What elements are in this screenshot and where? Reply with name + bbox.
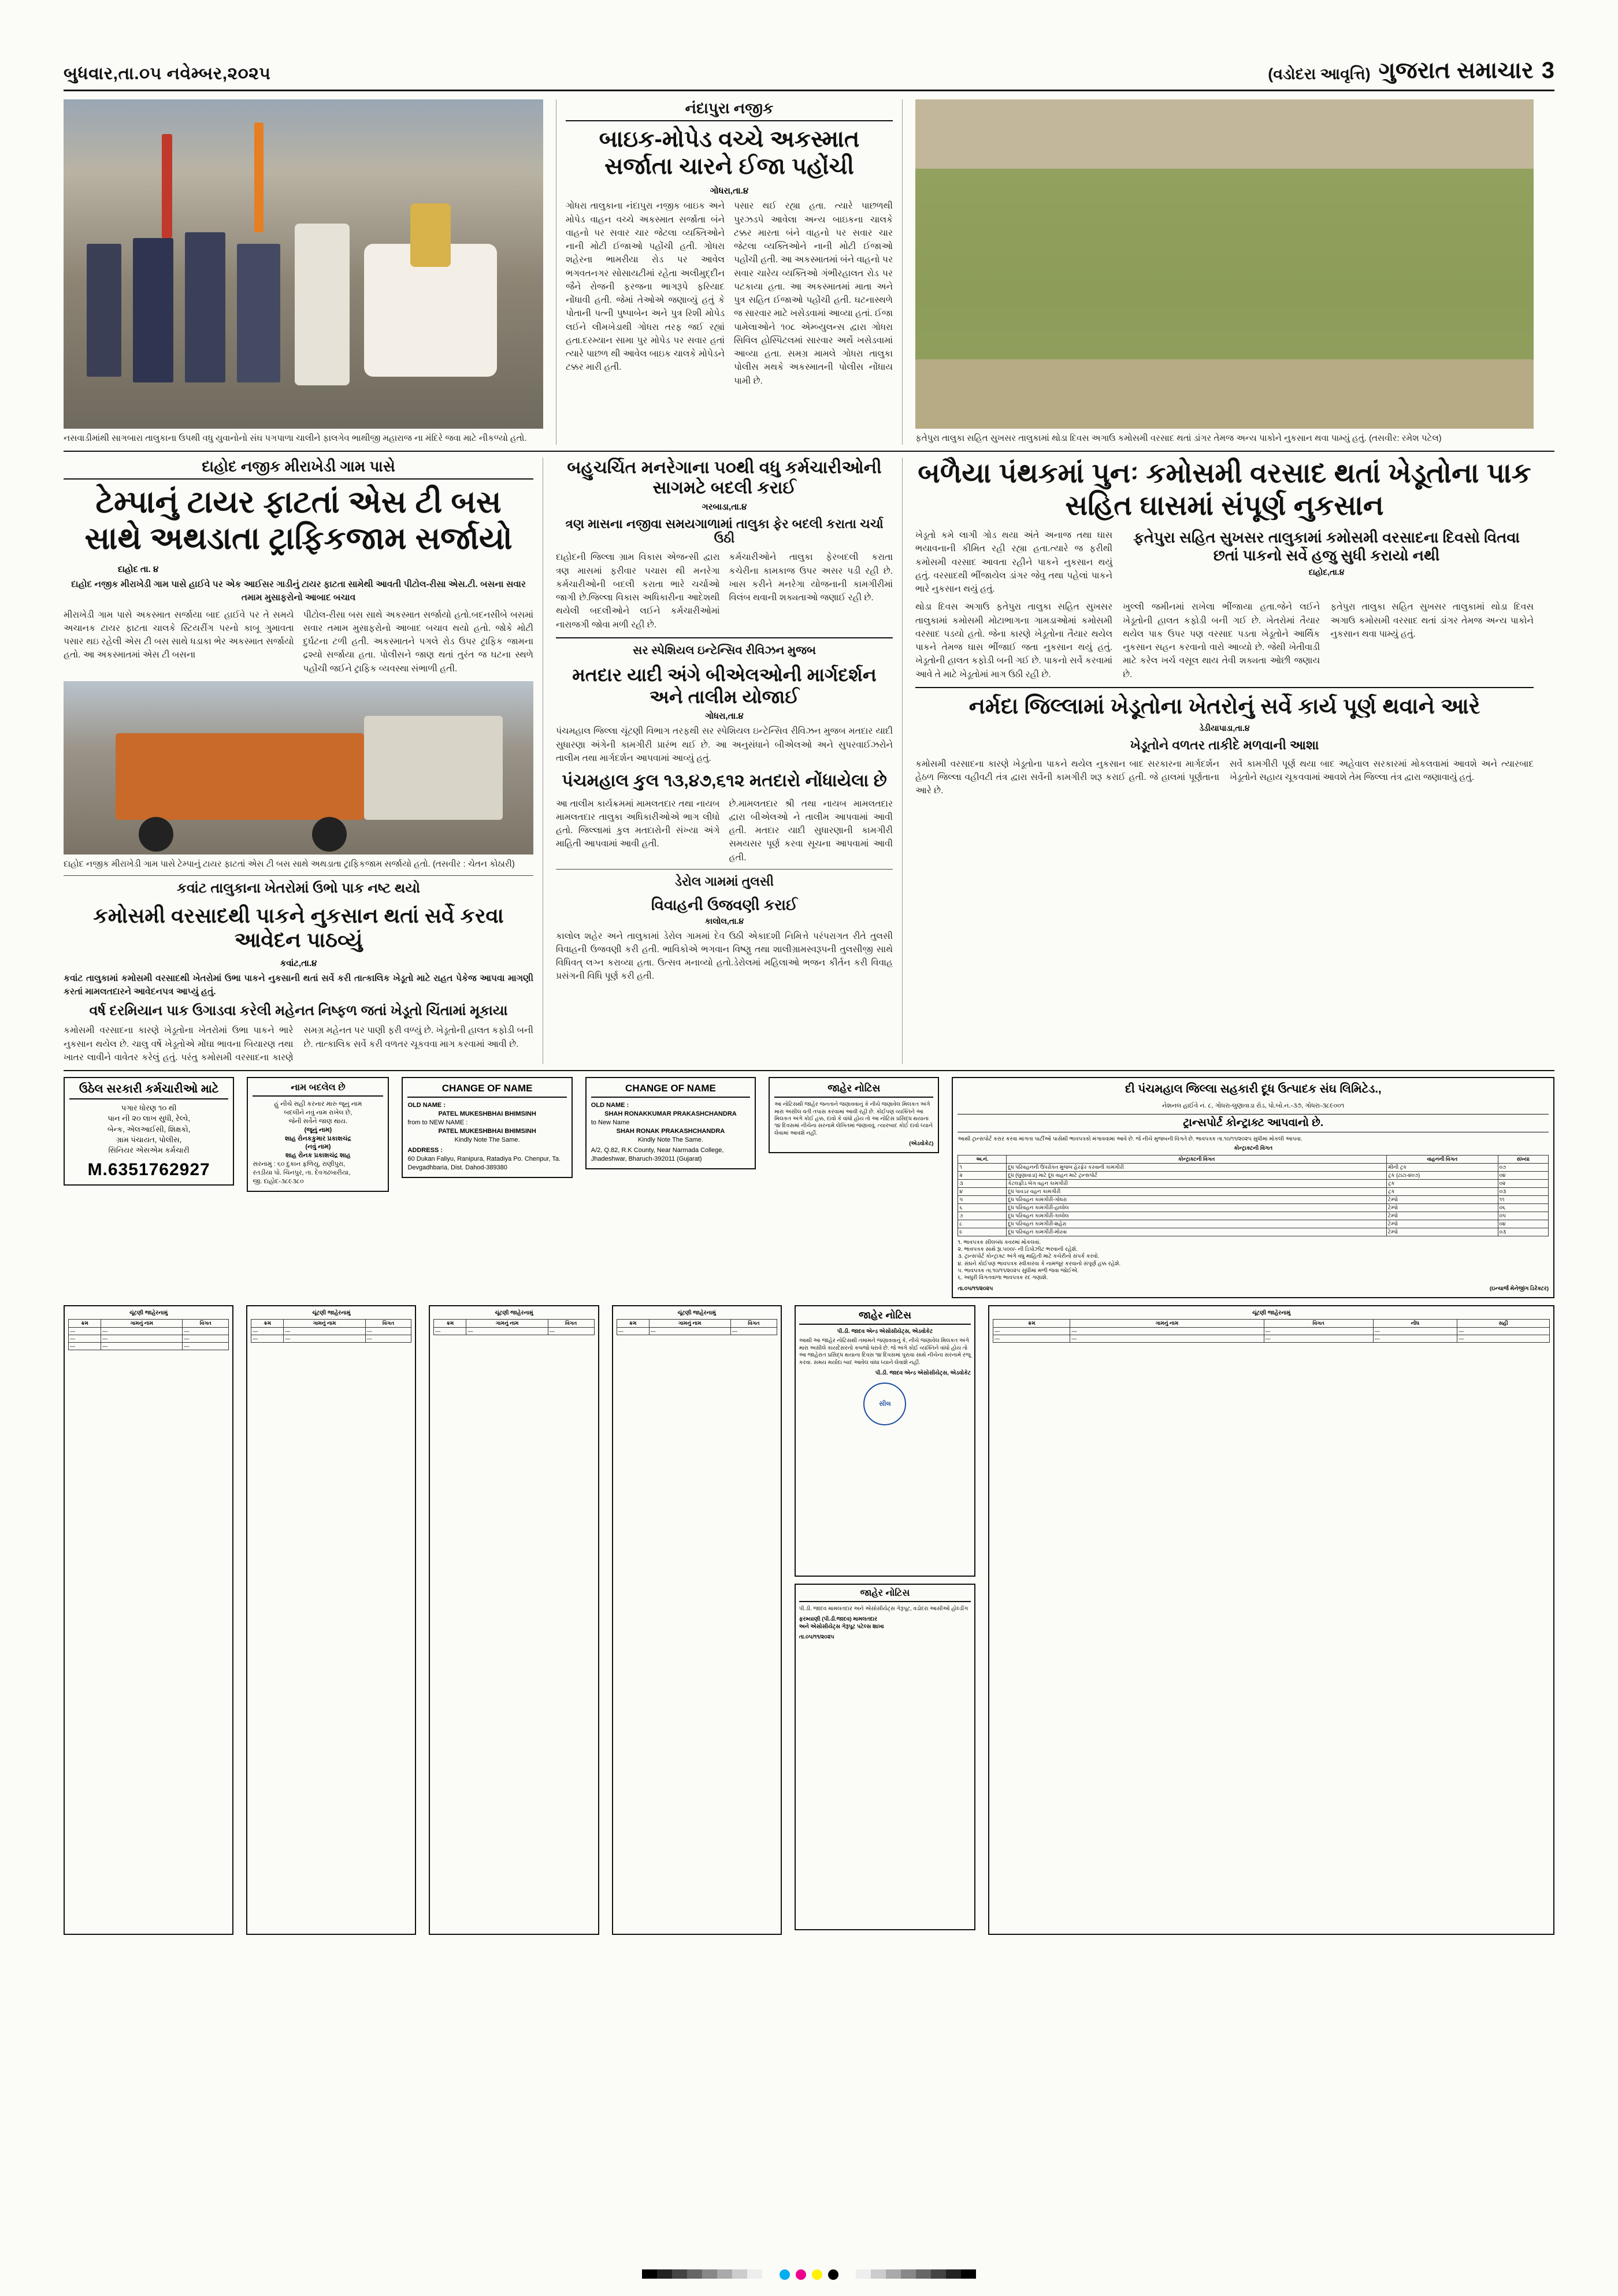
table-row: — — — <box>69 1328 229 1335</box>
photo-crop-damage <box>915 99 1534 429</box>
article-a7-body: કાલોલ શહેર અને તાલુકામાં ડેરોલ ગામમાં દેવ ઉઠી એકાદશી નિમિત્તે પરંપરાગત રીતે તુલસી વિવાહની ઉજવણી કરી હતી. ભાવિકોએ ભગવાન વિષ્ણુ તથા શાલીગ્રામસ્વરૂપની તુલસીજી સાથે વિધિવત્ લગ્ન કરાવ્યા હતા. ઉત્સવ મનાવ્યો હતો.ડેરોલમાં મહિલાઓ ભજન કીર્તન કરી વિવાહ પ્રસંગની વિધિ પૂર્ણ કરી હતી. <box>556 931 893 982</box>
ad-cng-l3: (જૂનું નામ) <box>304 1126 332 1134</box>
table-row: — — — — — <box>993 1328 1550 1335</box>
notice-1-table: ક્રમ ગામનું નામ વિગત — — — — — — — — — <box>68 1319 229 1350</box>
notice-mam-body: પી.ડી. જાદવ મામલતદાર અને એસોસીયેટ્સ ગેરૂપૂટ, વડોદરા આસીઓ હોલ્ડીંગ <box>799 1606 968 1613</box>
grey-scale-right <box>856 2269 976 2280</box>
ad-con2-title: CHANGE OF NAME <box>591 1083 750 1098</box>
ad-con1-note: Kindly Note The Same. <box>454 1136 520 1143</box>
article-a7-headline: વિવાહની ઉજવણી કરાઈ <box>651 896 798 913</box>
ad-public-notice-1 <box>769 1077 939 1153</box>
article-a6-sub: વર્ષ દરમિયાન પાક ઉગાડવા કરેલી મહેનત નિષ્ફળ જતાં ખેડૂતો ચિંતામાં મૂકાયા <box>89 1003 508 1019</box>
article-a7-dateline: કાલોલ,તા.૪ <box>704 916 744 926</box>
ad-cng-title: નામ બદલેલ છે <box>253 1083 383 1097</box>
grey-scale-left <box>642 2269 762 2280</box>
table-row: ૫ દૂધ પરિવહન કામગીરી-ગોધરા ટેમ્પો ૧૧ <box>958 1195 1549 1203</box>
photo-truck-accident <box>64 681 533 855</box>
table-row: ૯ દૂધ પરિવહન કામગીરી-મોરવા ટેમ્પો ૦૩ <box>958 1228 1549 1236</box>
ad-cng-l9: જી. દાહોદ-૩૮૯૩૮૦ <box>253 1177 304 1185</box>
masthead <box>64 58 1554 91</box>
article-a8-col1: કમોસમી વરસાદના કારણે ખેડૂતોના પાકને થયેલ નુકસાન બાદ સરકારના માર્ગદર્શન હેઠળ જિલ્લા વહીવટી તંત્ર દ્વારા સર્વેની કામગીરી શરૂ કરાઈ હતી. જે હાલમાં પૂર્ણતાના આરે છે. <box>915 759 1219 796</box>
ad-dairy-note-2: ૩. ટ્રાન્સપોર્ટ કોન્ટ્રાક્ટ અંગે વધુ માહિતી માટે કચેરીનો સંપર્ક કરવો. <box>958 1253 1100 1260</box>
ad-con2-new-name: SHAH RONAK PRAKASHCHANDRA <box>616 1127 725 1135</box>
ad-con1-old-name: PATEL MUKESHBHAI BHIMSINH <box>438 1110 536 1118</box>
article-a5-col2: છે.મામલતદાર શ્રી તથા નાયબ મામલતદાર દ્વારા બીએલઓ ને તાલીમ આપવામાં આવી હતી. મતદાર યાદી સુધારણાની કામગીરી સમયસર પૂર્ણ કરવા સૂચના આપવામાં આવી હતી. <box>729 798 893 863</box>
article-a1-dateline: ગોધરા,તા.૪ <box>710 186 749 196</box>
notice-mamlatdar <box>795 1584 975 1930</box>
article-a5-big: પંચમહાલ કુલ ૧૩,૪૭,૬૧૨ મતદારો નોંધાયેલા છે <box>562 771 887 791</box>
notice-mam-sign1: ફરમ્યાણી (પી.ડી.જાદવ) મામલતદાર <box>799 1616 878 1623</box>
table-row: ૭ દૂધ પરિવહન કામગીરી-કાલોલ ટેમ્પો ૦૫ <box>958 1212 1549 1220</box>
article-a6-headline: કમોસમી વરસાદથી પાકને નુકસાન થતાં સર્વે કરવા આવેદન પાઠવ્યું <box>93 903 504 952</box>
ad-dairy-title: દી પંચમહાલ જિલ્લા સહકારી દૂધ ઉત્પાદક સંઘ લિમિટેડ., <box>1125 1083 1382 1096</box>
article-a3-col1: મીરાખેડી ગામ પાસે અકસ્માત સર્જાયા બાદ હાઈવે પર તે સમયે અચાનક ટાયર ફાટતા ચાલકે સ્ટિયરીંગ પરનો કાબૂ ગુમાવતા પસાર થઇ રહેલી એસ ટી બસ સાથે ધડાકા ભેર અકસ્માત સર્જાયો હતો. આ અકસ્માતમાં એસ ટી બસના <box>64 610 294 660</box>
article-a3-headline: ટેમ્પાનું ટાયર ફાટતાં એસ ટી બસ સાથે અથડાતા ટ્રાફિકજામ સર્જાયો <box>84 484 513 556</box>
article-a2-dateline: દાહોદ,તા.૪ <box>1308 567 1345 577</box>
notice-3-table: ક્રમ ગામનું નામ વિગત — — — <box>433 1319 594 1335</box>
article-a8-headline: નર્મદા જિલ્લામાં ખેડૂતોના ખેતરોનું સર્વે કાર્ય પૂર્ણ થવાને આરે <box>968 694 1480 719</box>
article-a7-kicker: ડેરોલ ગામમાં તુલસી <box>674 874 774 889</box>
article-a5-dateline: ગોધરા,તા.૪ <box>705 711 744 722</box>
ad-pn1-title: જાહેર નોટિસ <box>774 1083 933 1098</box>
table-row: — — — <box>434 1328 594 1335</box>
masthead-page-number: 3 <box>1541 58 1554 83</box>
notice-large-table: ક્રમ ગામનું નામ વિગત નોંધ સહી — — — — — — — — — — <box>993 1319 1550 1343</box>
article-a1-kicker: નંદાપુરા નજીક <box>566 99 893 121</box>
article-a1-headline: બાઇક-મોપેડ વચ્ચે અકસ્માત સર્જાતા ચારને ઈજા પહોંચી <box>599 127 860 180</box>
notice-table-4 <box>612 1305 782 1935</box>
notice-table-3 <box>429 1305 599 1935</box>
ad-dairy-intro: આથી ટ્રાન્સપોર્ટ કરાર કરવા માંગતા પાર્ટીઓ પાસેથી ભાવપત્રકો મંગાવવામાં આવે છે. જે નીચે મુજબની વિગતે છે. ભાવપત્રક તા.૧૦/૧૧/૨૦૨૫ સુધીમાં મોકલી આપવા. <box>958 1136 1302 1143</box>
photo-truck-accident-caption: દાહોદ નજીક મીરાખેડી ગામ પાસે ટેમ્પાનું ટાયર ફાટતાં એસ ટી બસ સાથે અથડાતા ટ્રાફિકજામ સર્જાયો હતો. (તસવીર : ચેતન કોઠારી) <box>64 859 515 869</box>
notice-table-1 <box>64 1305 233 1935</box>
ad-cng-l4: શાહ રોનકકુમાર પ્રકાશચંદ્ર <box>284 1135 351 1142</box>
masthead-edition: (વડોદરા આવૃત્તિ) <box>1268 65 1371 83</box>
article-a6-dateline: કવાંટ,તા.૪ <box>280 958 317 968</box>
ad-con1-addr: 60 Dukan Faliyu, Ranipura, Ratadiya Po. Chenpur, Ta. Devgadhbaria, Dist. Dahod-389380 <box>407 1156 561 1172</box>
article-a8-dateline: ડેડીયાપાડા,તા.૪ <box>1199 723 1250 733</box>
article-a6-body: કમોસમી વરસાદના કારણે ખેડૂતોના ખેતરોમાં ઉભા પાકને ભારે નુકસાન થયેલ છે. ચાલુ વર્ષે ખેડૂતોએ મોંઘા ભાવના બિયારણ તથા ખાતર લાવીને વાવેતર કરેલું હતું. પરંતુ કમોસમી વરસાદના કારણે સમગ્ર મહેનત પર પાણી ફરી વળ્યું છે. ખેડૂતોની હાલત કફોડી બની છે. તાત્કાલિક સર્વે કરી વળતર ચૂકવવા માગ કરવામાં આવી છે. <box>64 1026 533 1062</box>
article-a5-col1: આ તાલીમ કાર્યક્રમમાં મામલતદાર તથા નાયબ મામલતદાર તાલુકા અધિકારીઓએ ભાગ લીધો હતો. જિલ્લામાં કુલ મતદારોની સંખ્યા અંગે માહિતી આપવામાં આવી હતી. <box>556 798 720 849</box>
ad-con2-new-label: to New Name <box>591 1119 630 1126</box>
table-row: ૮ દૂધ પરિવહન કામગીરી-શહેરા ટેમ્પો ૦૪ <box>958 1220 1549 1228</box>
ad-loan-line-4: સિનિયર એસએમ કર્મચારી <box>108 1145 190 1154</box>
article-a4-headline: બહુચર્ચિત મનરેગાના ૫૦થી વધુ કર્મચારીઓની સાગમટે બદલી કરાઈ <box>567 458 882 498</box>
table-row: — — — <box>69 1343 229 1350</box>
dairy-th-0: અ.નં. <box>958 1155 1007 1163</box>
notice-table-2 <box>246 1305 416 1935</box>
article-a1-col1: ગોધરા તાલુકાના નંદાપુરા નજીક બાઇક અને મોપેડ વાહન વચ્ચે અકસ્માત સર્જાતા બંને વાહનો પર સવાર ચાર જેટલા વ્યક્તિઓને નાની મોટી ઈજાઓ પહોંચી હતી. ગોધરા શહેરના ભામરીયા રોડ પર આવેલ ભગવતનગર સોસાયટીમાં રહેતા અલીમુદ્દીન જૈને રોજની ફરજના ભાગરૂપે ફરિયાદ નોંધાવી હતી. જેમાં તેઓએ જણાવ્યું હતું કે પોતાની પત્ની પુષ્પાબેન અને પુત્ર રિશી મોપેડ લઈને લીમખેડાથી ગોધરા તરફ જઈ રહ્યાં હતા.દરમ્યાન સામા પુર મોપેડ પર સવાર હતાં ત્યારે પાછળ થી આવેલ બાઇક ચાલકે મોપેડને ટક્કર મારી હતી. <box>566 201 725 373</box>
ad-dairy-date: તા.૦૫/૧૧/૨૦૨૫ <box>958 1285 993 1292</box>
ad-dairy-note-1: ૨. ભાવપત્રક સાથે રૂા.૫૦૦/- ની ડિપોઝીટ ભરવાની રહેશે. <box>958 1246 1078 1253</box>
notice-pi-sub: પી.ડી. જાદવ એન્ડ એસોસીયેટ્સ, એડવોકેટ <box>837 1328 933 1335</box>
table-row: — — — <box>251 1328 411 1335</box>
article-a8-col2: સર્વે કામગીરી પૂર્ણ થયા બાદ અહેવાલ સરકારમાં મોકલવામાં આવશે અને ત્યારબાદ ખેડૂતોને સહાય ચૂકવવામાં આવશે તેમ જિલ્લા તંત્ર દ્વારા જણાવાયું હતું. <box>1230 759 1534 782</box>
ad-cng-l6: શાહ રોનક પ્રકાશચંદ્ર શાહ <box>285 1152 351 1160</box>
notice-pi-body: આથી આ જાહેર નોટિસથી તમામને જણાવવાનું કે, નીચે જણાવેલ મિલકત અંગે મારા અસીલે કાયદેસરનો કબજો ધરાવે છે. જે અંગે કોઈ વ્યક્તિને વાંધો હોય તો આ જાહેરાત પ્રસિદ્ધ થયાના દિવસ ૧૪ દિવસમાં પુરાવા સાથે નીચેના સરનામે રજૂ કરવા. સમય મર્યાદા બાદ આવેલ વાંધા ધ્યાને લેવાશે નહીં. <box>799 1338 971 1366</box>
article-a4-col1: દાહોદની જિલ્લા ગ્રામ વિકાસ એજન્સી દ્વારા ત્રણ માસમાં ફરીવાર પચાસ થી મનરેગા કર્મચારીઓની બદલી કરાતા ભારે ચર્ચાઓ જાગી છે.જિલ્લા વિકાસ અધિકારીના આદેશથી થયેલી બદલીઓને લઈને કર્મચારીઓમાં નારાજગી જોવા મળી રહી છે. <box>556 552 720 630</box>
masthead-date: બુધવાર,તા.૦૫ નવેમ્બર,૨૦૨૫ <box>64 64 271 83</box>
ad-con2-old-label: OLD NAME : <box>591 1102 629 1109</box>
table-row: — — — <box>617 1328 777 1335</box>
ad-con1-addr-label: ADDRESS : <box>407 1147 443 1154</box>
ad-dairy-table <box>958 1155 1549 1236</box>
notice-large-heading: ચૂંટણી જાહેરનામું <box>1252 1310 1291 1317</box>
ad-change-name-gujarati <box>247 1077 389 1191</box>
notice-3-heading: ચૂંટણી જાહેરનામું <box>495 1310 533 1317</box>
table-row: ૧ દૂધ પરિવહનની ઉપરોક્ત મુજબ હેરફેર કરવાની કામગીરી મીની ટ્રક ૦૭ <box>958 1163 1549 1171</box>
seal-icon: સીલ <box>863 1383 906 1425</box>
ad-pn1-signature: (એડવોકેટ) <box>909 1140 934 1147</box>
ad-dairy-subtitle: નેશનલ હાઈવે નં. ૮, ગોધરા-લુણાવાડા રોડ, પો.બો.નં.-૩૭, ગોધરા-૩૮૯૦૦૧ <box>1162 1102 1345 1110</box>
ad-dairy-heading: ટ્રાન્સપોર્ટ કોન્ટ્રાક્ટ આપવાનો છે. <box>958 1114 1549 1132</box>
notice-pi-jadav <box>795 1305 975 1577</box>
ad-cng-l2: જેની સર્વેને જાણ થાય. <box>288 1117 348 1125</box>
ad-loan-title: ઉઠેલ સરકારી કર્મચારીઓ માટે <box>69 1083 228 1099</box>
article-a5-headline: મતદાર યાદી અંગે બીએલઓની માર્ગદર્શન અને તાલીમ યોજાઈ <box>572 664 877 707</box>
table-row: ૩ કેટલફીડ બેગ વહન કામગીરી ટ્રક ૦૨ <box>958 1179 1549 1187</box>
article-a2-headline: બળૈયા પંથકમાં પુનઃ કમોસમી વરસાદ થતાં ખેડૂતોના પાક સહિત ઘાસમાં સંપૂર્ણ નુકસાન <box>918 458 1531 522</box>
notice-mam-date: તા.૦૫/૧૧/૨૦૨૫ <box>799 1634 834 1641</box>
article-a4-col2: કર્મચારીઓને તાલુકા ફેરબદલી કરાતા કચેરીના કામકાજ ઉપર અસર પડી રહી છે. ખાસ કરીને મનરેગા યોજનાની કામગીરીમાં વિલંબ થવાની શક્યતાઓ જણાઈ રહી છે. <box>729 552 893 603</box>
ad-dairy-sign: (ઇન્ચાર્જ મેનેજીંગ ડિરેક્ટર) <box>1489 1285 1549 1292</box>
ad-con1-old-label: OLD NAME : <box>407 1102 446 1109</box>
article-a6-kicker: કવાંટ તાલુકાના ખેતરોમાં ઉભો પાક નષ્ટ થયો <box>177 880 420 896</box>
ad-loan-line-1: પાન ની ૨૦ લાખ સુધી, રેલ્વે, <box>107 1114 191 1123</box>
ad-dairy-transport <box>952 1077 1554 1298</box>
article-a4-sub: ત્રણ માસના નજીવા સમયગાળામાં તાલુકા ફેર બદલી કરાતા ચર્ચા ઉઠી <box>565 516 884 546</box>
ad-cng-l5: (નવું નામ) <box>305 1143 331 1151</box>
notice-mam-title: જાહેર નોટિસ <box>799 1588 971 1602</box>
ad-pn1-body: આ નોટિસથી જાહેર જનતાને જણાવવાનું કે નીચે જણાવેલ મિલકત અંગે મારા અસીલ વતી તપાસ કરવામાં આવી રહી છે. કોઈપણ વ્યક્તિને આ મિલકત અંગે કોઈ હક્ક, દાવો કે વાંધો હોય તો આ નોટિસ પ્રસિદ્ધ થયાના ૧૪ દિવસમાં નીચેના સરનામે લેખિતમાં જણાવવું. ત્યારબાદ કોઈ દાવો ધ્યાને લેવામાં આવશે નહીં. <box>774 1101 933 1136</box>
article-a5-sub: પંચમહાલ જિલ્લા ચૂંટણી વિભાગ તરફથી સર સ્પેશિયલ ઇન્ટેન્સિવ રીવિઝન મુજબ મતદાર યાદી સુધારણા અંગેની કામગીરી પ્રારંભ થઈ છે. આ અનુસંધાને બીએલઓ અને સુપરવાઈઝરોને તાલીમ તથા માર્ગદર્શન આપવામાં આવ્યું હતું. <box>556 726 893 763</box>
notice-4-table: ક્રમ ગામનું નામ વિગત — — — <box>617 1319 777 1335</box>
notice-2-heading: ચૂંટણી જાહેરનામું <box>312 1310 351 1317</box>
article-a1-col2: પસાર થઈ રહ્યા હતા. ત્યારે પાછળથી પુરઝડપે આવેલા અન્ય બાઇકના ચાલકે ટક્કર મારતા બંને વાહનો પર સવાર ચાર જેટલા વ્યક્તિઓને નાની મોટી ઈજાઓ પહોંચી હતી. આ અકસ્માતમાં બંને વાહનો પર સવાર ચારેય વ્યક્તિઓ ગંભીરહાલત રોડ પર પટકાયા હતા. આ અકસ્માતમાં માતા અને પુત્ર સહિત ઈજાઓ પહોંચી હતી. ઘટનાસ્થળે જ સારવાર માટે ખસેડવામાં આવ્યા હતાં. ઈજા પામેલાઓને ૧૦૮ એમ્બ્યુલન્સ દ્વારા ગોધરા સિવિલ હોસ્પિટલમાં સારવાર અર્થે ખસેડવામાં આવ્યા હતા. સમગ્ર મામલે ગોધરા તાલુકા પોલીસ મથકે અકસ્માતની પોલીસ નોંધાય પામી છે. <box>734 201 893 386</box>
article-a2-lead: ફતેપુરા સહિત સુખસર તાલુકામાં કમોસમી વરસાદના દિવસો વિતવા છતાં પાકનો સર્વે હજુ સુધી કરાયો નથી <box>1133 529 1520 564</box>
article-a3-dateline: દાહોદ તા. ૪ <box>117 564 159 575</box>
article-a8-sub: ખેડૂતોને વળતર તાકીદે મળવાની આશા <box>1130 737 1319 752</box>
ad-loan-line-2: બેન્ક, એલઆઈસી, શિક્ષકો, <box>107 1124 191 1134</box>
table-row: ૬ દૂધ પરિવહન કામગીરી-હાલોલ ટેમ્પો ૦૬ <box>958 1203 1549 1212</box>
cmyk-dots <box>780 2269 838 2280</box>
notice-4-heading: ચૂંટણી જાહેરનામું <box>677 1310 716 1317</box>
table-row: ૨ દૂધ (લુણાવાડા) માટે દૂધ વાહન માટે ટ્રાન્સપોર્ટ ટ્રક (ટાટા-૪૦૭) ૦૪ <box>958 1171 1549 1179</box>
ad-loan-line-0: પગાર ધોરણ ૧૦ થી <box>121 1104 177 1113</box>
notice-pi-sign: પી.ડી. જાદવ એન્ડ એસોસીયેટ્સ, એડવોકેટ <box>875 1369 971 1376</box>
notice-1-heading: ચૂંટણી જાહેરનામું <box>129 1310 168 1317</box>
article-a2-col2: ખુલ્લી જમીનમાં રાખેલા ભીંજાયા હતા.જેને લઈને ખેડૂતોની હાલત કફોડી બની ગઈ છે. ખેતરોમાં તૈયાર થયેલ પાક ઉપર પણ વરસાદ પડતા ખેડૂતોને આર્થિક નુકસાન સહન કરવાનો વારો આવ્યો છે. જેથી ખેતીવાડી માટે કરેલ ખર્ચ વસૂલ થાય તેવી શક્યતા ઓછી જણાય છે. <box>1123 602 1320 679</box>
ad-dairy-note-5: ૬. અધુરી વિગતવાળા ભાવપત્રક રદ ગણાશે. <box>958 1275 1048 1281</box>
ad-con1-title: CHANGE OF NAME <box>407 1083 566 1098</box>
masthead-title: ગુજરાત સમાચાર <box>1378 58 1534 83</box>
article-a6-lead: કવાંટ તાલુકામાં કમોસમી વરસાદથી ખેતરોમાં ઉભા પાકને નુકસાની થતાં સર્વે કરી તાત્કાલિક ખેડૂતો માટે રાહત પેકેજ આપવા માગણી કરતાં મામલતદારને આવેદનપત્ર આપ્યું હતું. <box>64 973 533 997</box>
photo-crop-damage-caption: ફતેપુરા તાલુકા સહિત સુખસર તાલુકામાં થોડા દિવસ અગાઉ કમોસમી વરસાદ થતાં ડાંગર તેમજ અન્ય પાકોને નુકસાન થવા પામ્યું હતું. (તસવીર: રમેશ પટેલ) <box>915 433 1442 443</box>
dairy-th-2: વાહનની વિગત <box>1386 1155 1498 1163</box>
ad-change-of-name-en-1 <box>402 1077 572 1178</box>
table-row: — — — <box>69 1335 229 1343</box>
ad-change-of-name-en-2 <box>585 1077 756 1169</box>
article-a3-lead: દાહોદ નજીક મીરાખેડી ગામ પાસે હાઈવે પર એક આઈસર ગાડીનું ટાયર ફાટતા સામેથી આવતી પીટોલ-રીસા એસ.ટી. બસના સવાર તમામ મુસાફરોનો આબાદ બચાવ <box>71 579 526 603</box>
dairy-th-1: કોન્ટ્રાક્ટની વિગત <box>1007 1155 1387 1163</box>
table-row: — — — <box>251 1335 411 1343</box>
ad-dairy-table-title: કોન્ટ્રાક્ટની વિગત <box>1234 1145 1273 1152</box>
notice-table-large <box>988 1305 1554 1935</box>
ad-dairy-note-3: ૪. સંઘને કોઈપણ ભાવપત્રક સ્વીકારવા કે નામંજૂર કરવાનો સંપૂર્ણ હક્ક રહેશે. <box>958 1260 1121 1267</box>
photo-procession-caption: નસવાડીમાંથી સાગબારા તાલુકાના ઉપથી વધુ યુવાનોનો સંઘ પગપાળા ચાલીને ફાલગેવ ભાથીજી મહારાજ ના મંદિરે જવા માટે નીકળ્યો હતો. <box>64 433 527 443</box>
ad-con1-new-label: from to NEW NAME : <box>407 1119 468 1126</box>
ad-loan <box>64 1077 234 1186</box>
ad-con2-old-name: SHAH RONAKKUMAR PRAKASHCHANDRA <box>604 1110 737 1118</box>
ad-con2-note: Kindly Note The Same. <box>637 1136 703 1143</box>
article-a2-col1: થોડા દિવસ અગાઉ ફતેપુરા તાલુકા સહિત સુખસર તાલુકામાં કમોસમી મોટાભાગના ગામડાઓમાં કમોસમી વરસાદ પડયો હતો. જેના કારણે ખેડૂતોના તૈયાર થયેલ પાકને તેમજ ઘાસ ભીંજાઈ જતા નુકસાન થયું હતું. ખેડૂતોની હાલત કફોડી બની ગઈ છે. પાકનો સર્વે કરવામાં આવે તે માટે ખેડૂતોમાં માગ ઉઠી રહી છે. <box>915 602 1113 679</box>
ad-loan-phone[interactable]: M.6351762927 <box>87 1160 210 1180</box>
article-a4-dateline: ગરબાડા,તા.૪ <box>702 501 747 512</box>
ad-cng-l8: રતડીયા પો. ચિનપુર, તા. દેવગઢબારીયા, <box>253 1169 351 1176</box>
ad-con1-new-name: PATEL MUKESHBHAI BHIMSINH <box>438 1127 536 1135</box>
print-registration-bar <box>0 2269 1618 2280</box>
ad-cng-l7: સરનામું : ૬૦ દુકાન ફળિયુ, રાણીપુરા, <box>253 1161 346 1168</box>
ad-dairy-note-4: ૫. ભાવપત્રક તા.૧૦/૧૧/૨૦૨૫ સુધીમાં મળી જવા જોઈએ. <box>958 1268 1079 1275</box>
dairy-th-3: સંખ્યા <box>1498 1155 1548 1163</box>
notice-mam-sign2: અને એસોસીયેટ્સ ગેરૂપૂટ પટેલ્સ શાખા <box>799 1623 884 1630</box>
article-a2-sub: ખેડૂતો કમે લાગી ગોડ થયા અંતે અનાજ તથા ઘાસ ભયાવનાની કીમિત રહી રહ્યા હતા.ત્યારે જ ફરીથી કમોસમી વરસાદ આવતા રહીને પાકને નુકસાન થયું હતું. વરસાદથી ભીંજાયેલ ડાંગર જેવુ તથા પહેલાં પાકને ભારે નુકસાન થયું હતું. <box>915 530 1113 594</box>
notice-2-table: ક્રમ ગામનું નામ વિગત — — — — — — <box>251 1319 411 1343</box>
article-a5-kicker: સર સ્પેશિયલ ઇન્ટેન્સિવ રીવિઝન મુજબ <box>633 644 816 657</box>
photo-procession <box>64 99 543 429</box>
ad-dairy-note-0: ૧. ભાવપત્રક સીલબંધ કવરમાં મોકલવાં. <box>958 1239 1041 1246</box>
table-row: ૪ દૂધ પાવડર વહન કામગીરી ટ્રક ૦૩ <box>958 1187 1549 1195</box>
table-row: — — — — — <box>993 1335 1550 1343</box>
article-a2-col3: ફતેપુરા તાલુકા સહિત સુખસર તાલુકામાં થોડા દિવસ અગાઉ કમોસમી વરસાદ થતાં ડાંગર તેમજ અન્ય પાકોને નુકસાન થવા પામ્યું હતું. <box>1330 602 1534 639</box>
ad-con2-addr: A/2, Q.82, R.K County, Near Narmada College, Jhadeshwar, Bharuch-392011 (Gujarat) <box>591 1147 724 1163</box>
ad-cng-l1: બદલીને નવું નામ રાખેલ છે, <box>284 1109 352 1117</box>
article-a3-col2: પીટોલ-રીસા બસ સાથે અકસ્માત સર્જાયો હતો.બદનસીબે બસમાં સવાર તમામ મુસાફરોનો આબાદ બચાવ થયો હતો. જોકે મોટી દુર્ઘટના ટળી હતી. અકસ્માતને પગલે રોડ ઉપર ટ્રાફિક જામના દ્રશ્યો સર્જાયા હતા. પોલીસને જાણ થતાં તુરંત જ ઘટના સ્થળે પહોંચી જઈને ટ્રાફિક વ્યવસ્થા સંભાળી હતી. <box>303 610 533 674</box>
notice-pi-title: જાહેર નોટિસ <box>799 1310 971 1325</box>
ad-loan-line-3: ગ્રામ પંચાયત, પોલીસ, <box>116 1135 182 1144</box>
article-a3-kicker: દાહોદ નજીક મીરાખેડી ગામ પાસે <box>64 458 533 480</box>
ad-cng-l0: હું નીચે સહી કરનાર મારું જૂનું નામ <box>274 1101 362 1108</box>
